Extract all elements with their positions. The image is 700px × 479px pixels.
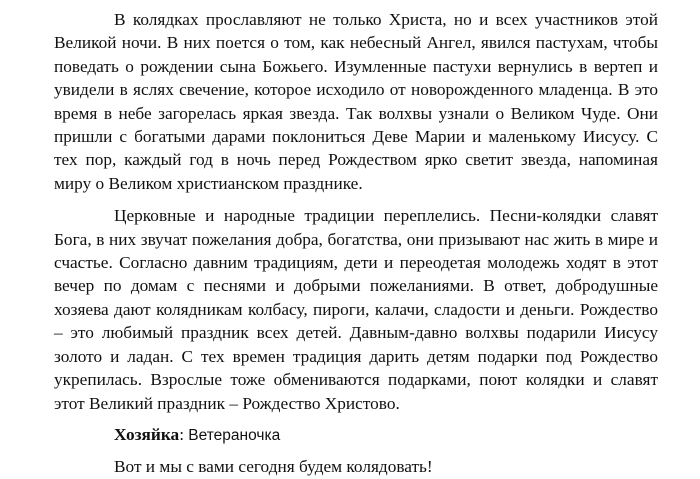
paragraph-carols-glorify: В колядках прославляют не только Христа, но и всех участников этой Великой ночи. В них поется о том, как небесный Ангел, явился пастухам, чтобы поведать о рождении сына Божьего. Изумленные пастухи вернулись в вертеп и увидели в яслях свечение, которое исходило от новорожденного младенца. В это время в небе загорелась яркая звезда. Так волхвы узнали о Великом Чуде. Они пришли с богатыми дарами поклониться Деве Марии и маленькому Иисусу. С тех пор, каждый год в ночь перед Рождеством ярко светит звезда, напоминая миру о Великом христианском празднике. [54, 10, 658, 193]
document-page [54, 8, 658, 479]
speaker-separator: : [179, 424, 184, 444]
final-line: Вот и мы с вами сегодня будем колядовать! [114, 457, 433, 477]
speaker-role: Ветераночка [184, 426, 281, 444]
speaker-name: Хозяйка [114, 424, 180, 444]
paragraph-traditions: Церковные и народные традиции переплелись. Песни-колядки славят Бога, в них звучат пожелания добра, богатства, они призывают нас жить в мире и счастье. Согласно давним традициям, дети и переодетая молодежь ходят в этот вечер по домам с песнями и добрыми пожеланиями. В ответ, добродушные хозяева дают колядникам колбасу, пироги, калачи, сладости и деньги. Рождество – это любимый праздник всех детей. Давным-давно волхвы подарили Иисусу золото и ладан. С тех времен традиция дарить детям подарки под Рождество укрепилась. Взрослые тоже обмениваются подарками, поют колядки и славят этот Великий праздник – Рождество Христово. [54, 206, 658, 413]
speaker-line [54, 423, 658, 447]
